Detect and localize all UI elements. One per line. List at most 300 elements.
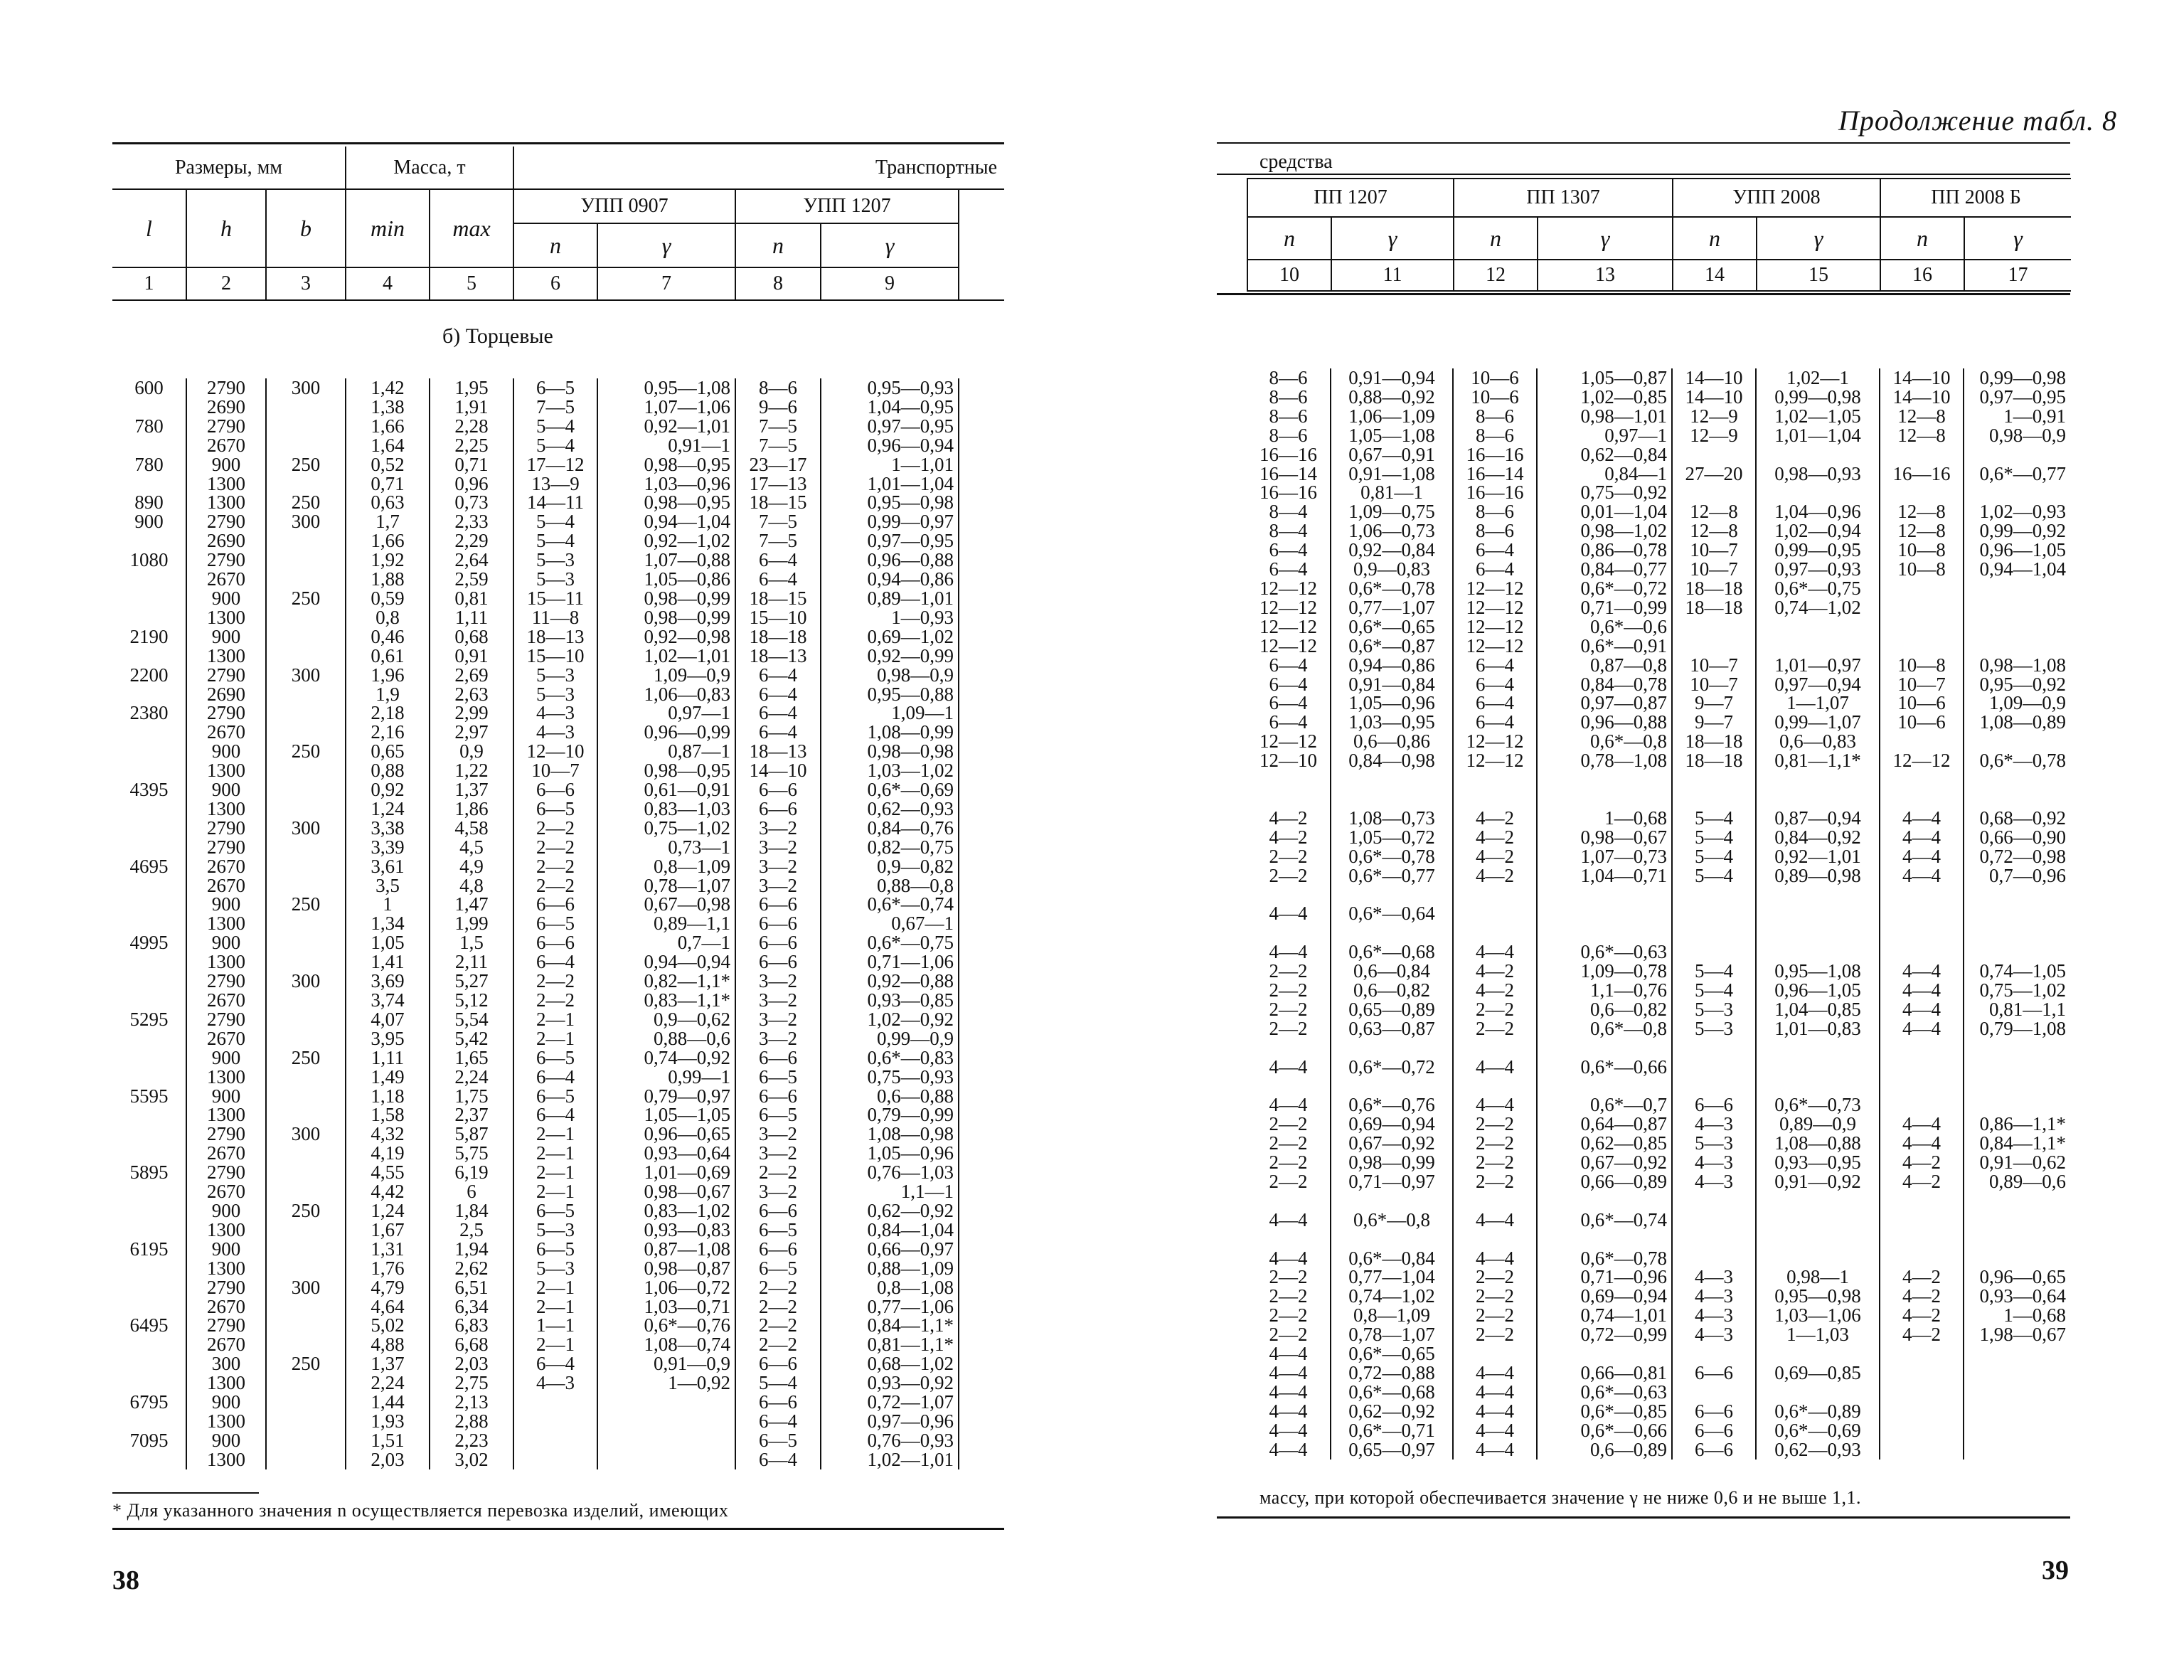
table-cell: 0,6*—0,71 [1331, 1421, 1453, 1440]
table-cell-spacer [959, 1105, 1004, 1125]
table-row [1247, 962, 2070, 981]
table-cell: 0,6—0,84 [1331, 962, 1453, 981]
table-cell: 780 [112, 417, 186, 436]
table-cell: 0,74—0,92 [597, 1048, 735, 1068]
table-cell [1964, 617, 2070, 637]
table-cell: 7—5 [735, 531, 821, 551]
table-cell: 0,81—1,1 [1989, 998, 2066, 1020]
header-upp2008: УПП 2008 [1673, 179, 1880, 217]
table-cell-spacer [959, 991, 1004, 1010]
table-cell: 1,01—0,69 [597, 1163, 735, 1182]
table-cell [1880, 885, 1964, 904]
table-cell [1756, 617, 1880, 637]
table-row [1247, 1249, 2070, 1268]
table-cell: 15—10 [513, 647, 597, 666]
table-cell: 1,05—0,86 [597, 570, 735, 589]
table-cell [112, 398, 186, 417]
table-cell: 6—5 [513, 1087, 597, 1106]
table-cell: 0,89—0,98 [1756, 866, 1880, 886]
table-cell [112, 1335, 186, 1354]
table-cell: 2—1 [513, 1010, 597, 1029]
table-cell [1964, 1249, 2070, 1268]
table-cell [1672, 1076, 1756, 1095]
table-cell: 10—6 [1453, 368, 1537, 388]
table-row [1247, 828, 2070, 847]
table-cell: 4,8 [430, 876, 513, 895]
table-cell: 14—10 [1880, 388, 1964, 407]
table-cell [1672, 790, 1756, 809]
table-cell: 6—4 [735, 703, 821, 723]
table-cell: 17—13 [735, 474, 821, 494]
table-cell: 2—2 [1247, 1306, 1331, 1325]
table-cell: 1,84 [430, 1201, 513, 1221]
table-cell: 27—20 [1672, 464, 1756, 484]
table-cell [266, 531, 346, 551]
table-cell [1672, 1230, 1756, 1249]
page-number: 39 [2042, 1556, 2069, 1585]
table-cell: 12—12 [1453, 598, 1537, 617]
table-cell: 1—1,03 [1756, 1325, 1880, 1344]
table-cell [1964, 1076, 2070, 1095]
table-cell: 0,66—0,97 [821, 1240, 959, 1259]
table-cell [266, 952, 346, 972]
table-row [1247, 407, 2070, 426]
table-cell: 0,9 [430, 742, 513, 761]
table-row [112, 952, 1004, 972]
table-cell [266, 933, 346, 952]
table-row [112, 1373, 1004, 1393]
table-cell [112, 819, 186, 838]
table-cell: 0,75—1,02 [597, 819, 735, 838]
table-cell: 14—11 [513, 493, 597, 512]
table-cell: 12—8 [1672, 521, 1756, 541]
table-cell: 2—1 [513, 1125, 597, 1144]
table-row [1247, 464, 2070, 484]
table-cell [1880, 1402, 1964, 1421]
table-cell: 4—2 [1880, 1306, 1964, 1325]
table-cell: 1300 [186, 647, 266, 666]
table-cell: 2,29 [430, 531, 513, 551]
table-cell [112, 436, 186, 455]
header-rule [1217, 174, 2070, 175]
table-cell: 0,76—1,03 [821, 1163, 959, 1182]
table-cell: 3—2 [735, 857, 821, 876]
table-cell: 1,02—1,01 [597, 647, 735, 666]
table-cell: 1300 [186, 608, 266, 627]
table-cell: 0,94—1,04 [1979, 558, 2066, 580]
table-cell: 4—4 [1247, 942, 1331, 962]
table-cell: 2—2 [735, 1163, 821, 1182]
table-cell: 5,27 [430, 972, 513, 991]
table-cell: 12—12 [1453, 732, 1537, 751]
table-cell: 1,08—0,89 [1979, 711, 2066, 733]
col-num: 14 [1673, 260, 1757, 291]
bottom-rule [112, 1528, 1004, 1530]
table-cell [112, 799, 186, 819]
table-cell: 1—1 [513, 1316, 597, 1335]
header-gamma-15: γ [1757, 217, 1880, 260]
table-row [1247, 770, 2070, 790]
table-cell: 8—6 [1453, 502, 1537, 521]
table-cell: 2,97 [430, 723, 513, 742]
table-cell: 3—2 [735, 991, 821, 1010]
table-cell [112, 1125, 186, 1144]
table-cell: 2—2 [1453, 1267, 1537, 1287]
table-cell: 0,99—1 [597, 1068, 735, 1087]
table-cell: 4—4 [1453, 1440, 1537, 1460]
col-num: 17 [1964, 260, 2071, 291]
table-cell: 2790 [186, 703, 266, 723]
table-cell [1247, 1076, 1331, 1095]
table-cell [1247, 1038, 1331, 1058]
table-cell: 250 [266, 455, 346, 474]
table-cell-spacer [959, 972, 1004, 991]
table-row [1247, 981, 2070, 1000]
table-cell: 5—4 [513, 417, 597, 436]
table-cell: 4—4 [1247, 1249, 1331, 1268]
table-cell-spacer [959, 647, 1004, 666]
table-row [1247, 368, 2070, 388]
table-cell: 0,67—0,92 [1331, 1134, 1453, 1153]
table-cell-spacer [959, 1010, 1004, 1029]
table-cell: 3—2 [735, 1125, 821, 1144]
table-cell: 0,87—1,08 [597, 1240, 735, 1259]
table-row [112, 666, 1004, 685]
table-cell: 900 [112, 512, 186, 531]
table-cell: 12—8 [1672, 502, 1756, 521]
table-cell: 0,71—0,96 [1537, 1267, 1672, 1287]
table-cell [1964, 598, 2070, 617]
table-cell [112, 1297, 186, 1317]
table-cell: 0,6*—0,78 [1537, 1249, 1672, 1268]
table-cell: 0,6*—0,85 [1537, 1402, 1672, 1421]
table-cell: 1,07—0,73 [1537, 847, 1672, 866]
table-cell: 1,64 [346, 436, 430, 455]
table-cell: 4—4 [1453, 1421, 1537, 1440]
table-row [1247, 426, 2070, 445]
table-row [112, 1240, 1004, 1259]
table-cell: 0,77—1,04 [1331, 1267, 1453, 1287]
table-cell [1964, 637, 2070, 656]
table-cell [1672, 770, 1756, 790]
table-cell [112, 1450, 186, 1469]
table-cell: 1,03—0,95 [1331, 713, 1453, 732]
table-cell: 10—7 [1672, 656, 1756, 675]
table-cell: 2—1 [513, 1278, 597, 1297]
table-row [112, 1163, 1004, 1182]
table-cell: 0,84—1,1* [1979, 1132, 2066, 1154]
table-cell: 250 [266, 1354, 346, 1373]
table-cell: 5—3 [513, 1221, 597, 1240]
table-cell: 0,64—0,87 [1537, 1115, 1672, 1134]
table-cell [266, 1373, 346, 1393]
table-cell: 6—6 [735, 799, 821, 819]
table-cell: 4—4 [1880, 809, 1964, 828]
table-cell: 0,6*—0,8 [1331, 1211, 1453, 1230]
table-cell: 0,71—0,97 [1331, 1172, 1453, 1191]
table-cell: 23—17 [735, 455, 821, 474]
col-num: 4 [346, 267, 430, 300]
table-cell-spacer [959, 1201, 1004, 1221]
table-row [1247, 579, 2070, 598]
table-cell [266, 780, 346, 799]
table-cell [513, 1431, 597, 1450]
table-cell: 10—7 [513, 761, 597, 780]
table-cell: 0,98—0,99 [597, 589, 735, 608]
table-cell [1964, 579, 2070, 598]
table-cell: 1,08—0,99 [821, 723, 959, 742]
table-cell: 0,73 [430, 493, 513, 512]
table-row [1247, 866, 2070, 886]
table-cell: 0,97—0,95 [821, 531, 959, 551]
table-cell: 4995 [112, 933, 186, 952]
table-cell [1964, 1191, 2070, 1211]
table-cell: 0,62—0,92 [821, 1201, 959, 1221]
table-cell: 2,88 [430, 1412, 513, 1431]
table-cell [1964, 1402, 2070, 1421]
table-cell: 15—10 [735, 608, 821, 627]
table-cell [1880, 445, 1964, 464]
table-cell [266, 647, 346, 666]
col-num: 13 [1538, 260, 1673, 291]
table-cell [1672, 1383, 1756, 1402]
table-cell [266, 1412, 346, 1431]
table-cell: 0,71—1,06 [821, 952, 959, 972]
table-cell: 4—4 [1247, 1440, 1331, 1460]
table-cell [1247, 1191, 1331, 1211]
table-cell: 16—16 [1453, 445, 1537, 464]
table-cell: 10—7 [1672, 541, 1756, 560]
table-cell: 0,94—1,04 [597, 512, 735, 531]
table-cell: 6—4 [735, 1450, 821, 1469]
table-cell: 5,02 [346, 1316, 430, 1335]
table-cell: 0,92 [346, 780, 430, 799]
table-cell-spacer [959, 378, 1004, 398]
table-cell: 0,68—0,92 [1979, 807, 2066, 829]
table-row [1247, 1019, 2070, 1038]
table-cell [112, 895, 186, 914]
table-cell: 0,72—0,88 [1331, 1363, 1453, 1383]
table-cell: 4—2 [1880, 1325, 1964, 1344]
table-cell: 6—4 [735, 666, 821, 685]
table-cell: 1300 [186, 799, 266, 819]
table-cell-spacer [959, 1431, 1004, 1450]
table-cell [1756, 1383, 1880, 1402]
table-cell: 4—4 [1247, 1211, 1331, 1230]
table-row [112, 398, 1004, 417]
table-cell: 1,95 [430, 378, 513, 398]
table-cell: 1,09—0,75 [1331, 502, 1453, 521]
table-cell: 1,04—0,95 [821, 398, 959, 417]
table-cell [1537, 1230, 1672, 1249]
table-cell: 10—7 [1880, 675, 1964, 694]
table-cell: 0,92—1,01 [597, 417, 735, 436]
table-cell: 1,05 [346, 933, 430, 952]
table-cell: 0,98—0,9 [1989, 424, 2066, 446]
table-cell: 5—4 [1672, 962, 1756, 981]
table-cell: 0,6*—0,8 [1537, 1019, 1672, 1038]
table-cell [266, 608, 346, 627]
table-cell: 1,67 [346, 1221, 430, 1240]
table-row [112, 1068, 1004, 1087]
header-n-16: n [1880, 217, 1964, 260]
table-cell: 1080 [112, 551, 186, 570]
table-cell: 1,09—1 [821, 703, 959, 723]
table-cell: 0,88—1,09 [821, 1259, 959, 1278]
table-cell [112, 1221, 186, 1240]
table-cell: 6—6 [735, 1087, 821, 1106]
table-cell [1756, 885, 1880, 904]
table-cell: 2—2 [735, 1335, 821, 1354]
table-cell [266, 417, 346, 436]
table-cell-spacer [959, 531, 1004, 551]
table-cell: 2—2 [735, 1297, 821, 1317]
table-row [1247, 388, 2070, 407]
table-cell: 1,03—0,71 [597, 1297, 735, 1317]
table-cell: 6—6 [513, 780, 597, 799]
table-cell: 0,91—0,9 [597, 1354, 735, 1373]
table-row [112, 531, 1004, 551]
table-row [112, 417, 1004, 436]
table-cell [1964, 483, 2070, 502]
table-row [1247, 1383, 2070, 1402]
table-cell [266, 838, 346, 857]
table-cell [1964, 1344, 2070, 1363]
table-cell: 6—4 [735, 723, 821, 742]
table-cell: 0,88 [346, 761, 430, 780]
table-cell [112, 1029, 186, 1048]
table-row [1247, 1211, 2070, 1230]
table-cell: 6—6 [735, 1048, 821, 1068]
table-cell: 1300 [186, 1221, 266, 1240]
table-cell: 12—12 [1453, 579, 1537, 598]
table-cell [1964, 790, 2070, 809]
table-row [1247, 1058, 2070, 1077]
header-b: b [266, 189, 346, 267]
table-row [112, 914, 1004, 933]
table-cell: 2—1 [513, 1335, 597, 1354]
table-cell: 0,65 [346, 742, 430, 761]
table-cell: 0,8 [346, 608, 430, 627]
table-cell: 0,93—0,95 [1756, 1153, 1880, 1172]
table-cell: 1—0,91 [2003, 405, 2066, 427]
table-cell: 0,6*—0,78 [1979, 750, 2066, 772]
table-cell: 6 [430, 1182, 513, 1201]
table-cell: 2670 [186, 1297, 266, 1317]
table-cell: 5—3 [513, 570, 597, 589]
table-cell [266, 1029, 346, 1048]
table-cell: 6—5 [513, 799, 597, 819]
table-cell: 0,96—0,94 [821, 436, 959, 455]
table-cell-spacer [959, 761, 1004, 780]
table-cell: 0,89—1,01 [821, 589, 959, 608]
table-cell: 900 [186, 895, 266, 914]
table-cell: 6—5 [735, 1259, 821, 1278]
table-cell [112, 531, 186, 551]
table-cell: 6,83 [430, 1316, 513, 1335]
table-cell: 0,63—0,87 [1331, 1019, 1453, 1038]
table-cell: 12—8 [1880, 407, 1964, 426]
table-cell: 4—4 [1453, 1095, 1537, 1115]
table-row [1247, 656, 2070, 675]
table-cell: 0,83—1,1* [597, 991, 735, 1010]
table-cell: 5—4 [1672, 809, 1756, 828]
table-cell: 6—6 [1672, 1402, 1756, 1421]
table-cell: 2,24 [430, 1068, 513, 1087]
table-cell-spacer [959, 417, 1004, 436]
table-cell [1331, 1230, 1453, 1249]
table-cell [1964, 732, 2070, 751]
table-row [1247, 521, 2070, 541]
table-cell [1756, 1344, 1880, 1363]
table-cell: 300 [266, 378, 346, 398]
table-cell: 0,99—1,07 [1756, 713, 1880, 732]
table-cell [1880, 1058, 1964, 1077]
table-cell: 4—3 [1672, 1172, 1756, 1191]
table-cell: 0,6*—0,68 [1331, 1383, 1453, 1402]
table-cell [112, 1412, 186, 1431]
table-cell [1247, 790, 1331, 809]
table-cell: 2,63 [430, 685, 513, 704]
table-cell: 2670 [186, 723, 266, 742]
table-row [112, 799, 1004, 819]
table-cell [112, 685, 186, 704]
table-cell [1453, 1076, 1537, 1095]
table-cell: 2—2 [1247, 1134, 1331, 1153]
header-n-8: n [735, 223, 821, 267]
table-row [1247, 637, 2070, 656]
header-n-6: n [513, 223, 597, 267]
table-cell: 1,44 [346, 1393, 430, 1412]
table-cell: 5—3 [1672, 1000, 1756, 1019]
table-cell: 0,88—0,6 [597, 1029, 735, 1048]
table-cell: 4—3 [513, 723, 597, 742]
table-cell: 4—4 [1453, 1211, 1537, 1230]
table-cell: 3,74 [346, 991, 430, 1010]
table-cell: 0,68—1,02 [821, 1354, 959, 1373]
table-cell: 0,89—0,6 [1989, 1170, 2066, 1192]
table-cell: 0,91—1 [597, 436, 735, 455]
table-cell: 2,69 [430, 666, 513, 685]
table-cell: 0,92—0,99 [821, 647, 959, 666]
table-cell: 2790 [186, 1010, 266, 1029]
table-cell: 6495 [112, 1316, 186, 1335]
col-num: 11 [1331, 260, 1454, 291]
table-cell [112, 1354, 186, 1373]
col-num: 15 [1757, 260, 1880, 291]
table-cell: 1,49 [346, 1068, 430, 1087]
table-row [112, 608, 1004, 627]
table-cell: 0,69—1,02 [821, 627, 959, 647]
table-cell: 2,11 [430, 952, 513, 972]
table-cell: 0,71—0,99 [1537, 598, 1672, 617]
table-cell: 18—18 [1672, 751, 1756, 770]
table-cell: 0,93—0,64 [597, 1144, 735, 1163]
table-row [112, 1450, 1004, 1469]
table-cell-spacer [959, 589, 1004, 608]
table-cell: 0,94—0,86 [1331, 656, 1453, 675]
table-cell: 2,25 [430, 436, 513, 455]
table-cell [1756, 1058, 1880, 1077]
table-cell: 6—6 [1672, 1440, 1756, 1460]
table-cell: 2,62 [430, 1259, 513, 1278]
table-cell: 0,98—0,67 [597, 1182, 735, 1201]
table-cell-spacer [959, 1412, 1004, 1431]
table-cell: 1,07—0,88 [597, 551, 735, 570]
table-row [112, 1259, 1004, 1278]
table-cell: 1,05—1,08 [1331, 426, 1453, 445]
table-row [1247, 1230, 2070, 1249]
